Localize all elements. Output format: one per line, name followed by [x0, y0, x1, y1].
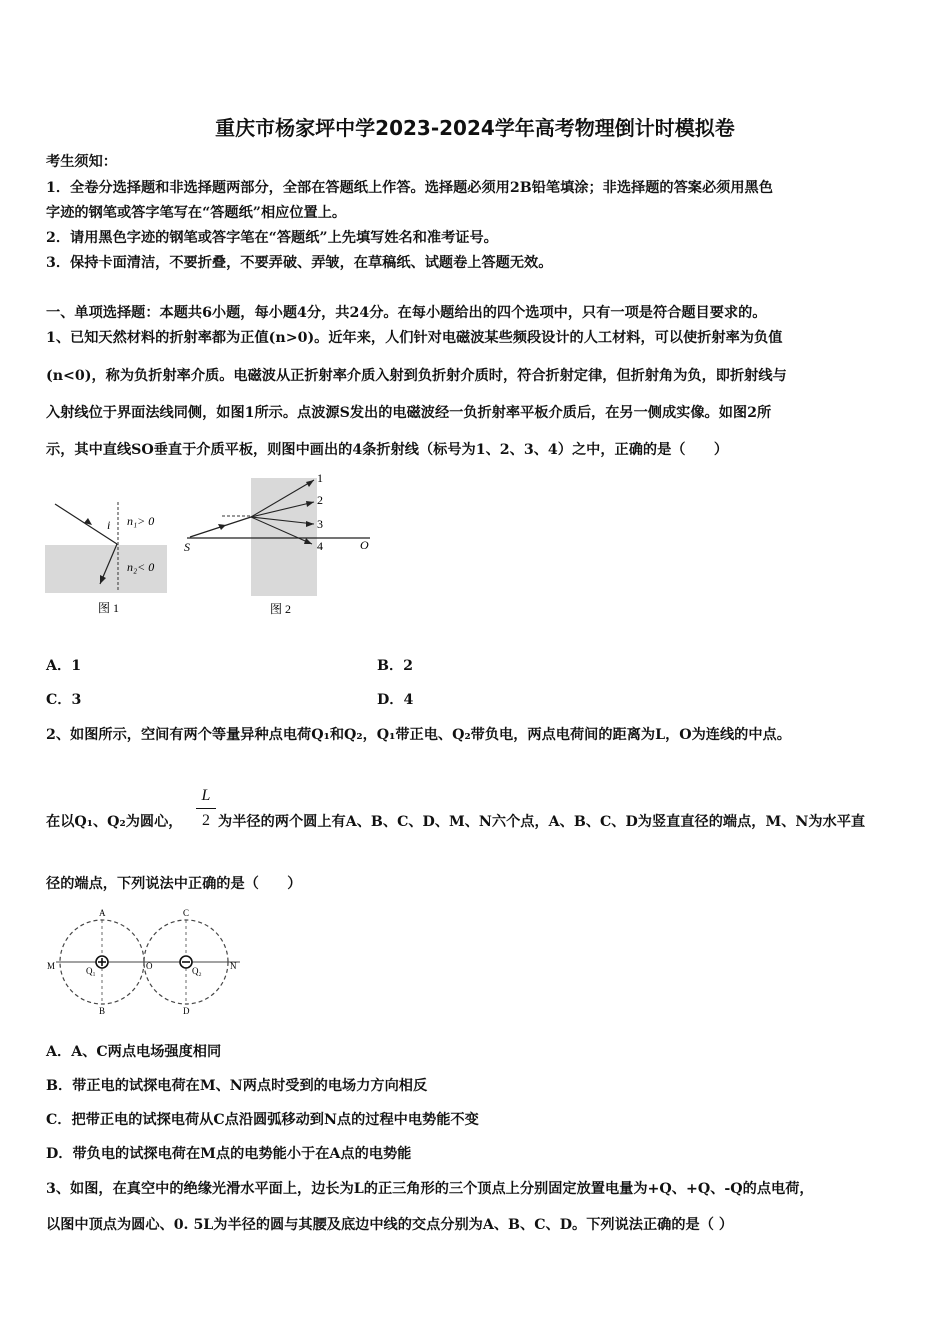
- ray-label: 3: [317, 517, 323, 531]
- question-1-line: 1、已知天然材料的折射率都为正值(n>0)。近年来，人们针对电磁波某些频段设计的人工材料，可以使折射率为负值: [46, 330, 783, 346]
- q1-label: Q₁: [86, 966, 96, 976]
- point-O-label: O: [146, 961, 153, 971]
- ray-label: 2: [317, 493, 323, 507]
- point-C-label: C: [183, 908, 190, 918]
- fraction-denominator: 2: [202, 812, 210, 829]
- option-c: C．3: [46, 692, 82, 708]
- notice-item: 1．全卷分选择题和非选择题两部分，全部在答题纸上作答。选择题必须用2B铅笔填涂；非选择题的答案必须用黑色: [46, 180, 773, 196]
- ray-label: 1: [317, 471, 323, 485]
- notice-item: 2．请用黑色字迹的钢笔或答字笔在“答题纸”上先填写姓名和准考证号。: [46, 230, 498, 246]
- option-a: A．1: [46, 658, 82, 674]
- figure-2: [180, 466, 380, 622]
- point-O-label: O: [360, 538, 369, 552]
- question-3-line: 3、如图，在真空中的绝缘光滑水平面上，边长为L的正三角形的三个顶点上分别固定放置电量为+Q、+Q、-Q的点电荷，: [46, 1181, 814, 1197]
- question-2-line: 在以Q₁、Q₂为圆心，: [46, 814, 183, 830]
- question-1-line: 示，其中直线SO垂直于介质平板，则图中画出的4条折射线（标号为1、2、3、4）之中，正确的是（ ）: [46, 442, 729, 458]
- point-N-label: N: [230, 961, 237, 971]
- point-D-label: D: [183, 1006, 190, 1016]
- question-2-line: 2、如图所示，空间有两个等量异种点电荷Q₁和Q₂，Q₁带正电、Q₂带负电，两点电荷间的距离为L，O为连线的中点。: [46, 727, 791, 743]
- n2-label: n₂< 0: [127, 560, 155, 574]
- fraction-L-over-2: [196, 786, 216, 831]
- question-2-line: 为半径的两个圆上有A、B、C、D、M、N六个点，A、B、C、D为竖直直径的端点，M、N为水平直: [218, 814, 866, 830]
- option-d: D．4: [377, 692, 414, 708]
- option-b: B．带正电的试探电荷在M、N两点时受到的电场力方向相反: [46, 1078, 428, 1094]
- notice-item: 字迹的钢笔或答字笔写在“答题纸”相应位置上。: [46, 205, 347, 221]
- question-1-line: 入射线位于界面法线同侧，如图1所示。点波源S发出的电磁波经一负折射率平板介质后，在另一侧成实像。如图2所: [46, 405, 772, 421]
- figure-caption: 图 2: [270, 602, 292, 616]
- ray-label: 4: [317, 539, 323, 553]
- figure-caption: 图 1: [98, 601, 120, 615]
- option-c: C．把带正电的试探电荷从C点沿圆弧移动到N点的过程中电势能不变: [46, 1112, 479, 1128]
- option-d: D．带负电的试探电荷在M点的电势能小于在A点的电势能: [46, 1146, 412, 1162]
- option-b: B．2: [377, 658, 414, 674]
- option-a: A．A、C两点电场强度相同: [46, 1044, 222, 1060]
- two-charges-figure: [44, 906, 244, 1016]
- point-B-label: B: [99, 1006, 106, 1016]
- question-2-line: 径的端点，下列说法中正确的是（ ）: [46, 876, 302, 892]
- point-M-label: M: [47, 961, 56, 971]
- fraction-numerator: L: [201, 787, 211, 804]
- fraction-bar: [196, 808, 216, 809]
- section-heading: 一、单项选择题：本题共6小题，每小题4分，共24分。在每小题给出的四个选项中，只有一项是符合题目要求的。: [46, 305, 767, 321]
- notice-item: 3．保持卡面清洁，不要折叠，不要弄破、弄皱，在草稿纸、试题卷上答题无效。: [46, 255, 553, 271]
- figure-1: [40, 492, 180, 622]
- point-A-label: A: [99, 908, 106, 918]
- negative-index-slab: [251, 478, 317, 596]
- question-1-line: (n<0)，称为负折射率介质。电磁波从正折射率介质入射到负折射介质时，符合折射定律，但折射角为负，即折射线与: [46, 368, 787, 384]
- q2-label: Q₂: [192, 966, 202, 976]
- angle-label: i: [107, 518, 111, 532]
- question-3-line: 以图中顶点为圆心、0. 5L为半径的圆与其腰及底边中线的交点分别为A、B、C、D。下列说法正确的是（ ）: [46, 1217, 734, 1233]
- n1-label: n₁> 0: [127, 514, 155, 528]
- notice-heading: 考生须知：: [46, 154, 117, 170]
- source-label: S: [184, 540, 190, 554]
- page-title: 重庆市杨家坪中学2023-2024学年高考物理倒计时模拟卷: [215, 116, 735, 140]
